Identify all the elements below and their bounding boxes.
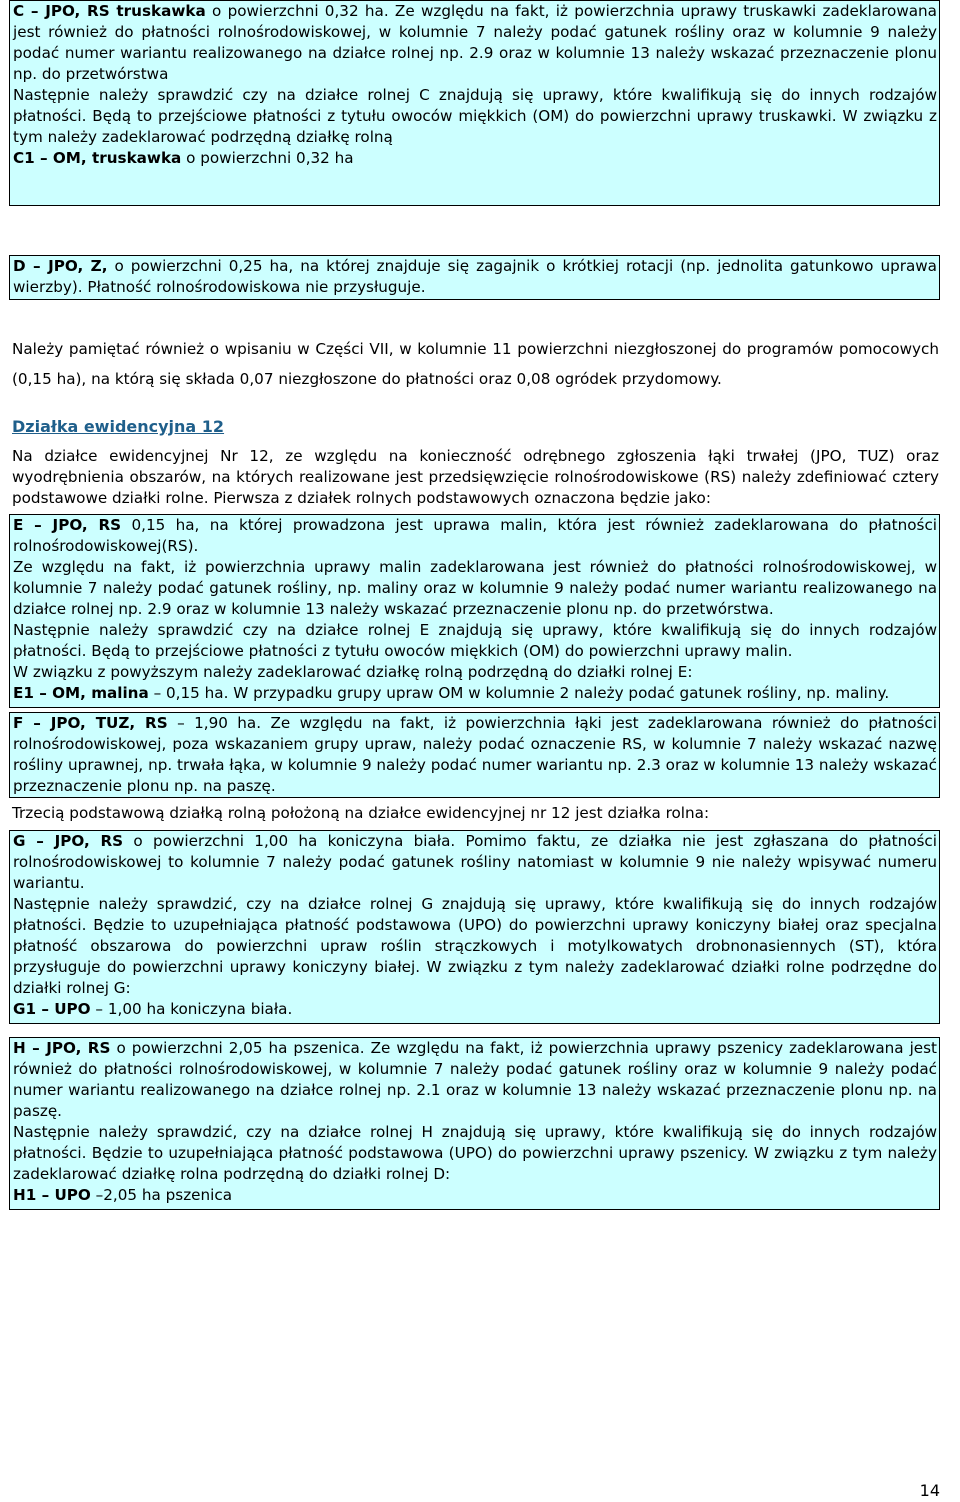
- third-plot-intro: Trzecią podstawową działką rolną położoną na działce ewidencyjnej nr 12 jest działka rolna:: [12, 804, 710, 822]
- block-h: [9, 1037, 940, 1210]
- page-number: 14: [919, 1481, 940, 1500]
- block-e-paragraph-2: Ze względu na fakt, iż powierzchnia uprawy malin zadeklarowana jest również do płatności rolnośrodowiskowej, w kolumnie 7 należy podać gatunek rośliny, np. maliny oraz w kolumnie 9 należy podać numer wariantu realizowanego na działce rolnej np. 2.9 oraz w kolumnie 13 należy wskazać przeznaczenie plonu np. do przetwórstwa.: [13, 558, 937, 618]
- section-heading: Działka ewidencyjna 12: [12, 417, 225, 436]
- block-f-paragraph-1: F – JPO, TUZ, RS – 1,90 ha. Ze względu na fakt, iż powierzchnia łąki jest zadeklarowana również do płatności rolnośrodowiskowej, poza wskazaniem grupy upraw, należy podać oznaczenie RS, w kolumnie 7 należy wskazać nazwę rośliny uprawnej, np. trwała łąka, w kolumnie 9 należy podać numer wariantu np. 2.3 oraz w kolumnie 13 należy wskazać przeznaczenie plonu np. na paszę.: [13, 714, 937, 795]
- section-intro: Na działce ewidencyjnej Nr 12, ze względu na konieczność odrębnego zgłoszenia łąki trwałej (JPO, TUZ) oraz wyodrębnienia obszarów, na których realizowane jest przedsięwzięcie rolnośrodowiskowe (RS) należy zdefiniować cztery podstawowe działki rolne. Pierwsza z działek rolnych podstawowych oznaczona będzie jako:: [12, 447, 939, 507]
- block-e-paragraph-1: E – JPO, RS 0,15 ha, na której prowadzona jest uprawa malin, która jest również zadeklarowana do płatności rolnośrodowiskowej(RS).: [13, 516, 938, 555]
- block-h-paragraph-1: H – JPO, RS o powierzchni 2,05 ha pszenica. Ze względu na fakt, iż powierzchnia uprawy pszenicy zadeklarowana jest również do płatności rolnośrodowiskowej, w kolumnie 7 należy podać gatunek rośliny oraz w kolumnie 9 należy podać numer wariantu realizowanego na działce rolnej np. 2.1 oraz w kolumnie 13 należy wskazać przeznaczenie plonu np. na paszę.: [13, 1039, 937, 1120]
- block-e-paragraph-3: Następnie należy sprawdzić czy na działce rolnej E znajdują się uprawy, które kwalifikują się do innych rodzajów płatności. Będą to przejściowe płatności z tytułu owoców miękkich (OM) do powierzchni uprawy malin.: [13, 621, 937, 660]
- block-g-paragraph-1: G – JPO, RS o powierzchni 1,00 ha koniczyna biała. Pomimo faktu, ze działka nie jest zgłaszana do płatności rolnośrodowiskowej to kolumnie 7 należy podać gatunek rośliny natomiast w kolumnie 9 nie należy wpisywać numeru wariantu.: [13, 832, 937, 892]
- block-f: [9, 712, 940, 798]
- block-c: [9, 0, 940, 206]
- block-h-paragraph-3: H1 – UPO –2,05 ha pszenica: [13, 1186, 233, 1204]
- block-d: [9, 255, 940, 300]
- block-e-paragraph-5: E1 – OM, malina – 0,15 ha. W przypadku grupy upraw OM w kolumnie 2 należy podać gatunek rośliny, np. maliny.: [13, 684, 890, 702]
- block-c-paragraph-2: Następnie należy sprawdzić czy na działce rolnej C znajdują się uprawy, które kwalifikują się do innych rodzajów płatności. Będą to przejściowe płatności z tytułu owoców miękkich (OM) do powierzchni uprawy truskawki. W związku z tym należy zadeklarować podrzędną działkę rolną: [13, 86, 937, 146]
- block-h-paragraph-2: Następnie należy sprawdzić, czy na działce rolnej H znajdują się uprawy, które kwalifikują się do innych rodzajów płatności. Będzie to uzupełniająca płatność podstawowa (UPO) do powierzchni uprawy pszenicy. W związku z tym należy zadeklarować działkę rolna podrzędną do działki rolnej D:: [13, 1123, 937, 1183]
- block-g: [9, 830, 940, 1024]
- block-c-paragraph-1: C – JPO, RS truskawka o powierzchni 0,32 ha. Ze względu na fakt, iż powierzchnia uprawy truskawki zadeklarowana jest również do płatności rolnośrodowiskowej, w kolumnie 7 należy podać gatunek rośliny oraz w kolumnie 9 należy podać numer wariantu realizowanego na działce rolnej np. 2.9 oraz w kolumnie 13 należy wskazać przeznaczenie plonu np. do przetwórstwa: [13, 2, 937, 83]
- block-c-paragraph-3: C1 – OM, truskawka o powierzchni 0,32 ha: [13, 149, 354, 167]
- block-g-paragraph-2: Następnie należy sprawdzić, czy na działce rolnej G znajdują się uprawy, które kwalifikują się do innych rodzajów płatności. Będzie to uzupełniająca płatność podstawowa (UPO) do powierzchni uprawy koniczyny białej oraz specjalna płatność obszarowa do powierzchni upraw roślin strączkowych i motylkowatych drobnonasiennych (ST), która przysługuje do powierzchni uprawy koniczyny białej. W związku z tym należy zadeklarować działki rolne podrzędne do działki rolnej G:: [13, 895, 937, 997]
- note-paragraph: Należy pamiętać również o wpisaniu w Części VII, w kolumnie 11 powierzchni niezgłoszonej do programów pomocowych (0,15 ha), na którą się składa 0,07 niezgłoszone do płatności oraz 0,08 ogródek przydomowy.: [12, 340, 939, 388]
- block-e: [9, 514, 940, 708]
- block-c-head: C – JPO, RS truskawka: [13, 2, 206, 20]
- block-d-paragraph-1: D – JPO, Z, o powierzchni 0,25 ha, na której znajduje się zagajnik o krótkiej rotacji (np. jednolita gatunkowo uprawa wierzby). Płatność rolnośrodowiskowa nie przysługuje.: [13, 257, 937, 296]
- block-e-paragraph-4: W związku z powyższym należy zadeklarować działkę rolną podrzędną do działki rolnej E:: [13, 663, 693, 681]
- block-g-paragraph-3: G1 – UPO – 1,00 ha koniczyna biała.: [13, 1000, 293, 1018]
